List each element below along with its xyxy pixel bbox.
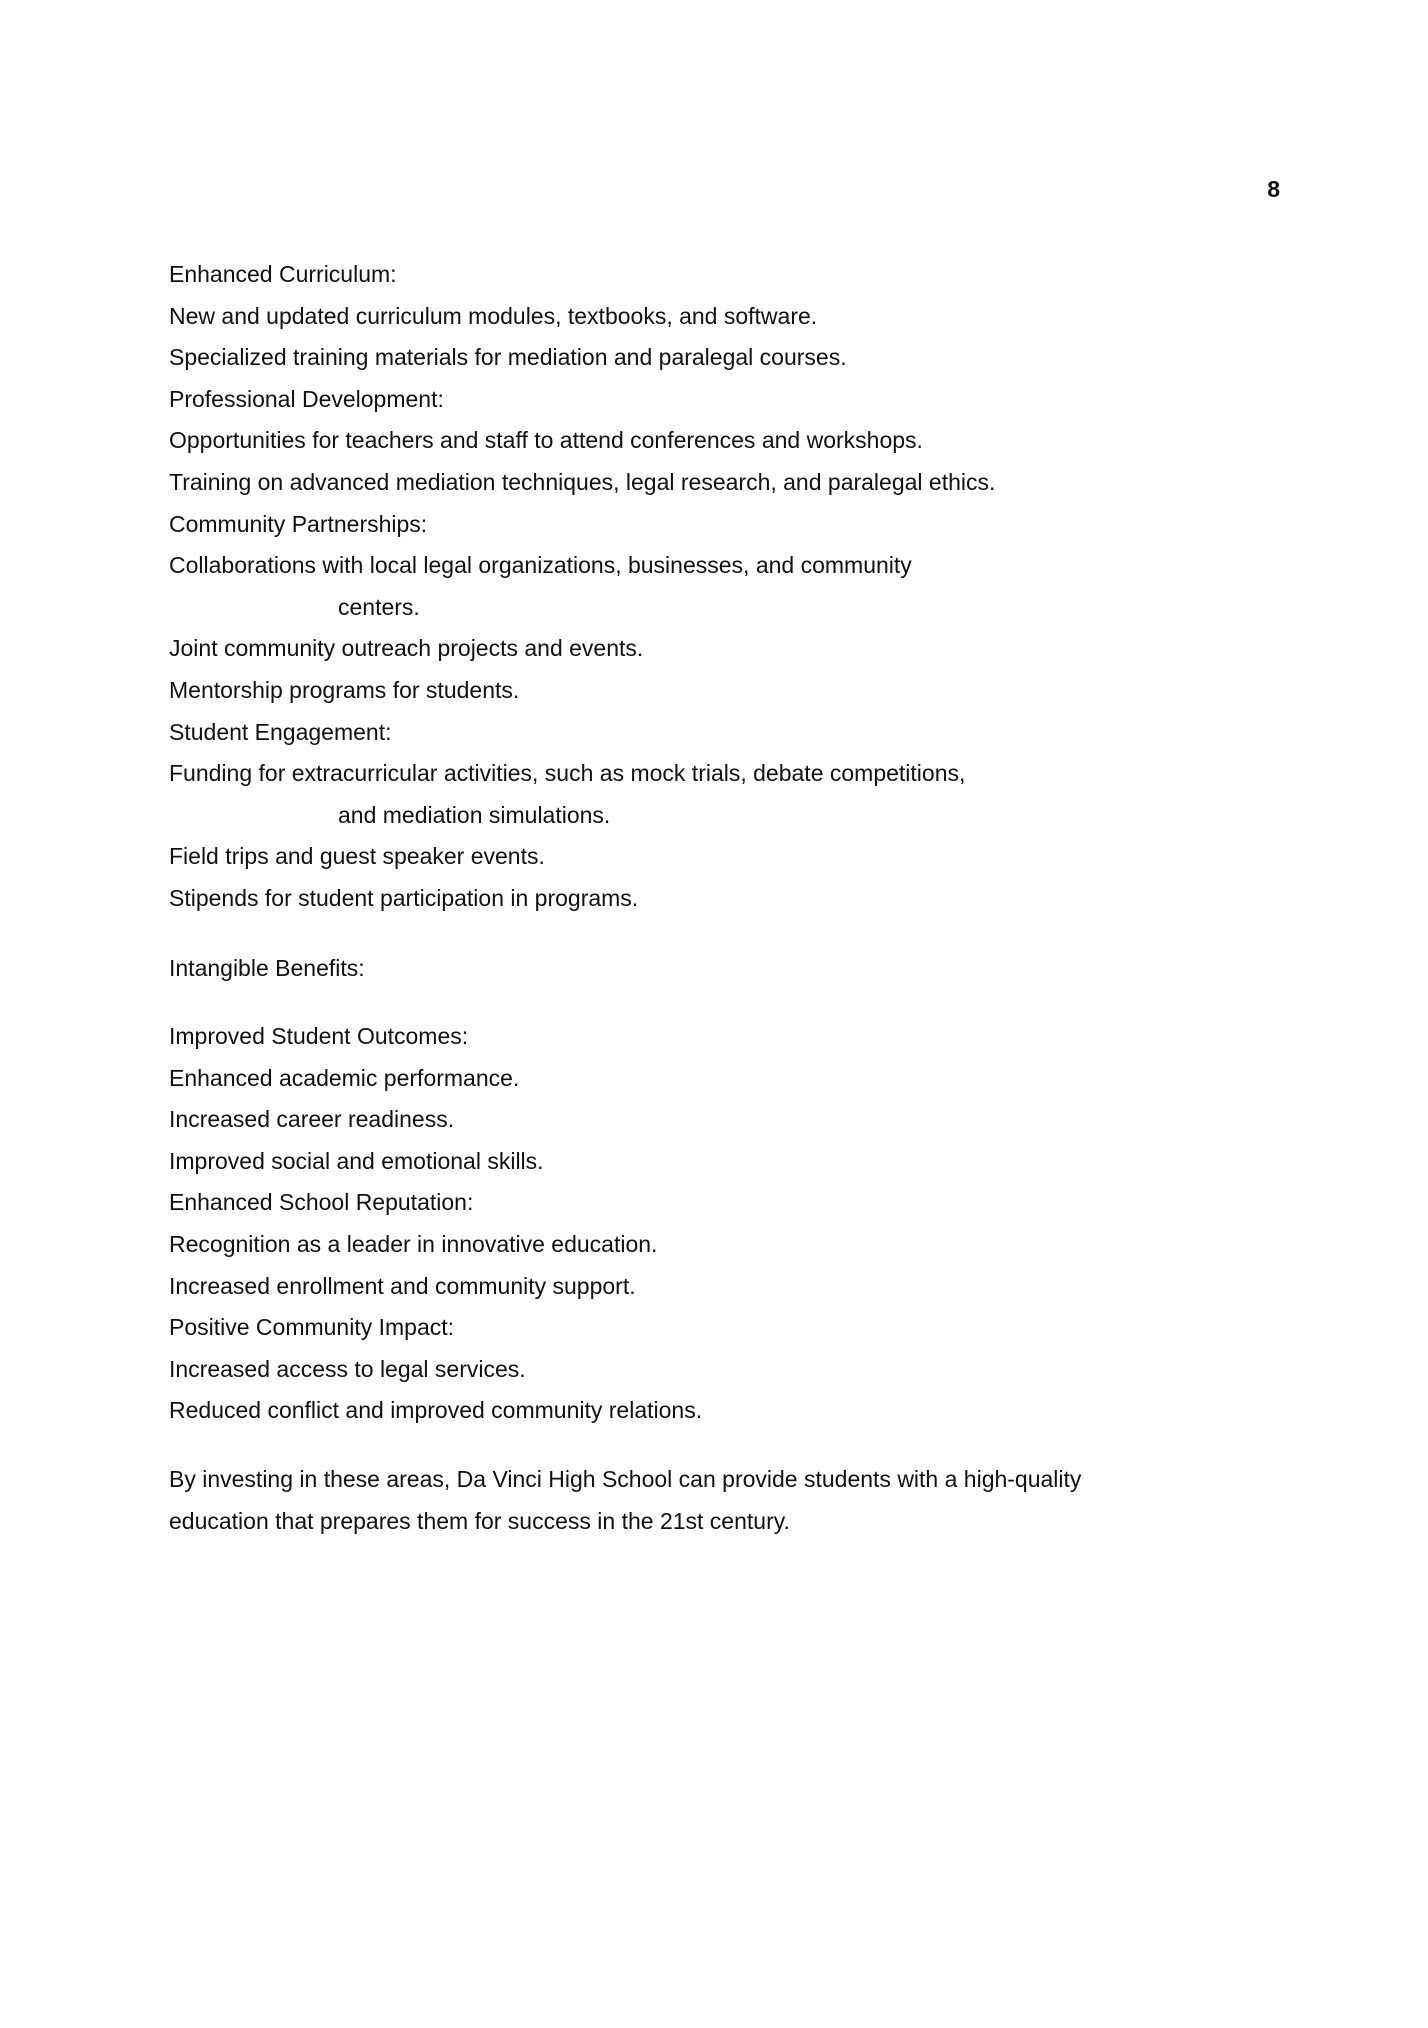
sub-bullet-item [169, 1228, 1279, 1270]
sub-bullet-text: Opportunities for teachers and staff to attend conferences and workshops. [169, 427, 923, 454]
bullet-section [169, 1020, 1279, 1186]
bullet-title: Enhanced Curriculum: [169, 261, 397, 287]
sub-bullet-item [169, 549, 1279, 632]
sub-bullet-list [169, 549, 1279, 715]
bullet-item [169, 508, 1279, 550]
sub-bullet-text: Joint community outreach projects and events. [169, 635, 644, 662]
sub-bullet-text: Increased enrollment and community support. [169, 1272, 636, 1299]
sub-bullet-text: Enhanced academic performance. [169, 1064, 520, 1091]
sub-bullet-text: and mediation simulations. [338, 801, 611, 828]
bullet-title: Student Engagement: [169, 718, 392, 745]
sub-bullet-text: Increased career readiness. [169, 1106, 455, 1133]
sub-bullet-line [169, 424, 1279, 466]
sub-bullet-item [169, 882, 1279, 924]
sub-bullet-item [169, 674, 1279, 716]
sub-bullet-text: Stipends for student participation in programs. [169, 884, 639, 911]
sub-bullet-line [169, 1270, 1279, 1312]
intangible-benefits-heading: Intangible Benefits: [169, 954, 365, 981]
sub-bullet-item [169, 757, 1279, 840]
conclusion-line: education that prepares them for success in the 21st century. [169, 1507, 790, 1534]
sub-bullet-text: Mentorship programs for students. [169, 676, 520, 703]
sub-bullet-text: Recognition as a leader in innovative education. [169, 1231, 658, 1258]
sub-bullet-item [169, 466, 1279, 508]
sub-bullet-text: Funding for extracurricular activities, such as mock trials, debate competitions, [169, 760, 966, 787]
bullet-title: Community Partnerships: [169, 510, 428, 537]
sub-bullet-text: New and updated curriculum modules, textbooks, and software. [169, 302, 818, 329]
bullet-title: Positive Community Impact: [169, 1314, 455, 1341]
document-body [169, 258, 1279, 1546]
sub-bullet-item [169, 341, 1279, 383]
sub-bullet-item [169, 1353, 1279, 1395]
sub-bullet-line [169, 300, 1279, 342]
sub-bullet-item [169, 1145, 1279, 1187]
sub-bullet-line [169, 840, 1279, 882]
sub-bullet-item [169, 632, 1279, 674]
sub-bullet-item [169, 424, 1279, 466]
sub-bullet-list [169, 757, 1279, 923]
sub-bullet-text: centers. [338, 593, 420, 620]
sub-bullet-continuation [169, 591, 1279, 633]
sub-bullet-text: Improved social and emotional skills. [169, 1147, 544, 1174]
sub-bullet-item [169, 1270, 1279, 1312]
bullet-item [169, 383, 1279, 425]
sub-bullet-line [169, 341, 1279, 383]
bullet-title: Enhanced School Reputation: [169, 1189, 474, 1216]
bullet-section [169, 1186, 1279, 1311]
bullet-title: Professional Development: [169, 385, 444, 412]
bullet-item [169, 258, 1279, 300]
sub-bullet-list [169, 300, 1279, 383]
sub-bullet-text: Specialized training materials for mediation and paralegal courses. [169, 344, 847, 371]
sub-bullet-text: Increased access to legal services. [169, 1355, 526, 1382]
bullet-item [169, 716, 1279, 758]
tangible-benefits-list [169, 258, 1279, 924]
bullet-section [169, 508, 1279, 716]
intangible-benefits-list [169, 1020, 1279, 1436]
bullet-item [169, 1020, 1279, 1062]
bullet-title: Improved Student Outcomes: [169, 1023, 469, 1050]
bullet-section [169, 716, 1279, 924]
sub-bullet-line [169, 882, 1279, 924]
bullet-section [169, 258, 1279, 383]
sub-bullet-item [169, 1103, 1279, 1145]
sub-bullet-continuation [169, 799, 1279, 841]
sub-bullet-item [169, 840, 1279, 882]
sub-bullet-list [169, 1062, 1279, 1187]
sub-bullet-line [169, 1145, 1279, 1187]
sub-bullet-line [169, 549, 1279, 591]
sub-bullet-list [169, 1353, 1279, 1436]
bullet-section [169, 383, 1279, 508]
sub-bullet-line [169, 1062, 1279, 1104]
sub-bullet-line [169, 1103, 1279, 1145]
sub-bullet-list [169, 424, 1279, 507]
sub-bullet-text: Collaborations with local legal organizations, businesses, and community [169, 552, 912, 579]
sub-bullet-line [169, 1353, 1279, 1395]
page-number: 8 [1267, 176, 1280, 202]
sub-bullet-text: Training on advanced mediation techniques, legal research, and paralegal ethics. [169, 468, 996, 495]
sub-bullet-line [169, 1394, 1279, 1436]
sub-bullet-line [169, 674, 1279, 716]
sub-bullet-line [169, 757, 1279, 799]
sub-bullet-text: Reduced conflict and improved community relations. [169, 1397, 703, 1424]
bullet-section [169, 1311, 1279, 1436]
sub-bullet-line [169, 632, 1279, 674]
conclusion-line: By investing in these areas, Da Vinci High School can provide students with a high-quality [169, 1466, 1082, 1493]
bullet-item [169, 1186, 1279, 1228]
conclusion-paragraph [169, 1463, 1279, 1546]
sub-bullet-list [169, 1228, 1279, 1311]
sub-bullet-item [169, 300, 1279, 342]
sub-bullet-item [169, 1062, 1279, 1104]
sub-bullet-line [169, 466, 1279, 508]
sub-bullet-item [169, 1394, 1279, 1436]
bullet-item [169, 1311, 1279, 1353]
sub-bullet-text: Field trips and guest speaker events. [169, 843, 545, 870]
sub-bullet-line [169, 1228, 1279, 1270]
